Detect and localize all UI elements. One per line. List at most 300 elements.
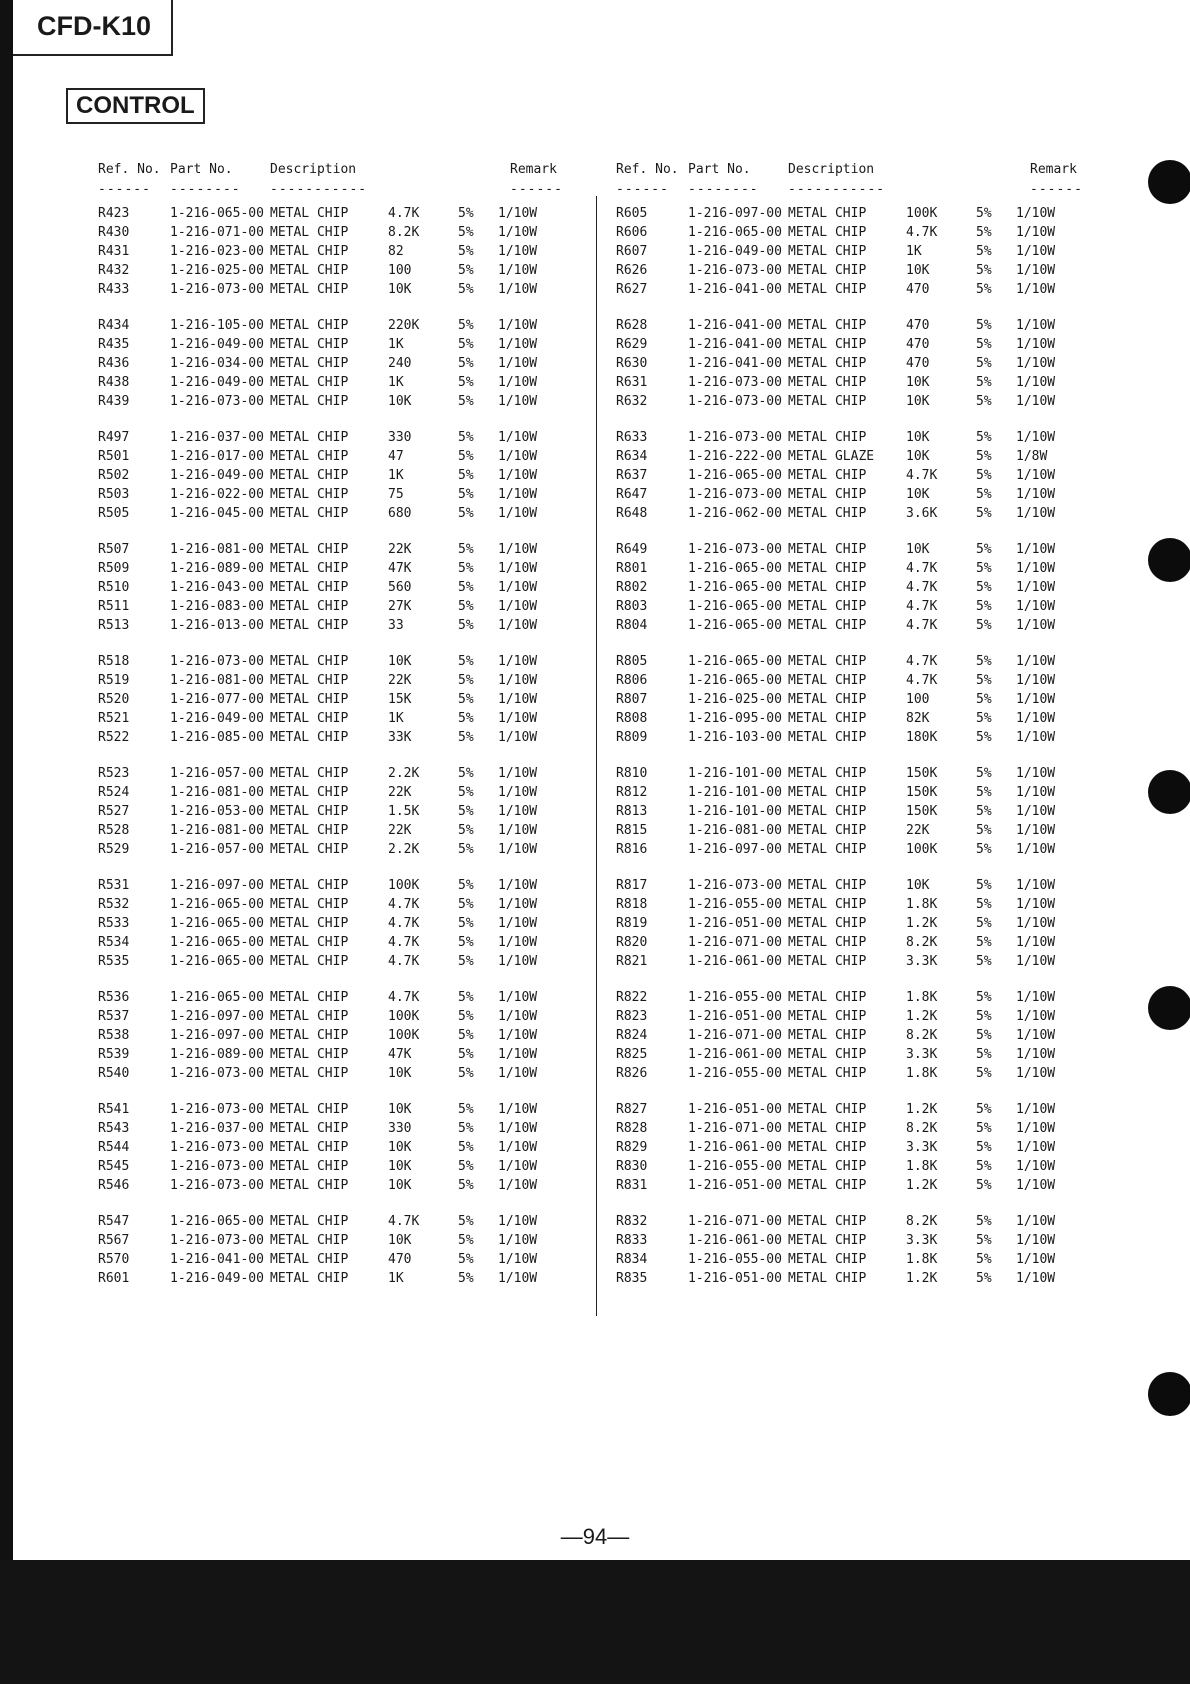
description-cell: METAL CHIP <box>270 673 349 688</box>
description-cell: METAL CHIP <box>270 935 349 950</box>
tolerance-cell: 5% <box>976 487 992 502</box>
value-cell: 100K <box>388 878 420 893</box>
remark-cell: 1/10W <box>498 1047 538 1062</box>
description-cell: METAL CHIP <box>270 1140 349 1155</box>
value-cell: 10K <box>906 263 930 278</box>
remark-cell: 1/10W <box>1016 1271 1056 1286</box>
part-no-cell: 1-216-071-00 <box>688 1028 782 1043</box>
remark-underline: ------ <box>510 182 563 197</box>
remark-cell: 1/10W <box>1016 1121 1056 1136</box>
ref-no-cell: R817 <box>616 878 648 893</box>
ref-no-cell: R513 <box>98 618 130 633</box>
tolerance-cell: 5% <box>458 785 474 800</box>
description-cell: METAL GLAZE <box>788 449 875 464</box>
part-no-cell: 1-216-065-00 <box>170 954 264 969</box>
part-no-cell: 1-216-051-00 <box>688 1102 782 1117</box>
value-cell: 220K <box>388 318 420 333</box>
part-no-cell: 1-216-073-00 <box>170 1233 264 1248</box>
value-cell: 8.2K <box>388 225 420 240</box>
tolerance-cell: 5% <box>976 430 992 445</box>
description-cell: METAL CHIP <box>788 1233 867 1248</box>
description-cell: METAL CHIP <box>270 897 349 912</box>
value-cell: 3.3K <box>906 954 938 969</box>
remark-cell: 1/10W <box>498 897 538 912</box>
part-no-cell: 1-216-073-00 <box>688 394 782 409</box>
ref-no-cell: R521 <box>98 711 130 726</box>
remark-cell: 1/10W <box>498 468 538 483</box>
ref-no-cell: R807 <box>616 692 648 707</box>
value-cell: 10K <box>388 1159 412 1174</box>
description-cell: METAL CHIP <box>788 580 867 595</box>
remark-cell: 1/10W <box>1016 916 1056 931</box>
value-cell: 560 <box>388 580 412 595</box>
description-cell: METAL CHIP <box>270 468 349 483</box>
part-no-cell: 1-216-073-00 <box>688 263 782 278</box>
part-no-cell: 1-216-081-00 <box>688 823 782 838</box>
tolerance-cell: 5% <box>976 318 992 333</box>
part-no-cell: 1-216-065-00 <box>170 206 264 221</box>
tolerance-cell: 5% <box>976 356 992 371</box>
remark-cell: 1/10W <box>1016 692 1056 707</box>
description-cell: METAL CHIP <box>788 1121 867 1136</box>
remark-cell: 1/10W <box>1016 318 1056 333</box>
ref-no-cell: R541 <box>98 1102 130 1117</box>
remark-cell: 1/10W <box>1016 1028 1056 1043</box>
part-no-cell: 1-216-097-00 <box>170 878 264 893</box>
remark-cell: 1/10W <box>1016 430 1056 445</box>
tolerance-cell: 5% <box>458 935 474 950</box>
tolerance-cell: 5% <box>458 244 474 259</box>
ref-no-cell: R531 <box>98 878 130 893</box>
ref-no-cell: R827 <box>616 1102 648 1117</box>
ref-no-cell: R821 <box>616 954 648 969</box>
part-no-cell: 1-216-065-00 <box>688 225 782 240</box>
description-cell: METAL CHIP <box>270 990 349 1005</box>
part-no-cell: 1-216-065-00 <box>170 1214 264 1229</box>
part-no-cell: 1-216-025-00 <box>688 692 782 707</box>
tolerance-cell: 5% <box>976 1066 992 1081</box>
part-no-cell: 1-216-041-00 <box>688 337 782 352</box>
tolerance-cell: 5% <box>458 580 474 595</box>
part-no-cell: 1-216-095-00 <box>688 711 782 726</box>
description-cell: METAL CHIP <box>270 878 349 893</box>
description-underline: ----------- <box>788 182 886 197</box>
description-cell: METAL CHIP <box>788 711 867 726</box>
part-no-cell: 1-216-073-00 <box>688 878 782 893</box>
part-no-cell: 1-216-049-00 <box>170 337 264 352</box>
value-cell: 1K <box>388 375 404 390</box>
value-cell: 10K <box>388 1233 412 1248</box>
ref-no-cell: R805 <box>616 654 648 669</box>
ref-no-cell: R519 <box>98 673 130 688</box>
part-no-cell: 1-216-061-00 <box>688 1233 782 1248</box>
remark-cell: 1/10W <box>498 580 538 595</box>
tolerance-cell: 5% <box>458 1028 474 1043</box>
remark-cell: 1/10W <box>498 225 538 240</box>
ref-no-cell: R539 <box>98 1047 130 1062</box>
tolerance-cell: 5% <box>458 711 474 726</box>
tolerance-cell: 5% <box>458 954 474 969</box>
ref-no-cell: R533 <box>98 916 130 931</box>
description-cell: METAL CHIP <box>270 1121 349 1136</box>
description-cell: METAL CHIP <box>270 1102 349 1117</box>
description-cell: METAL CHIP <box>788 244 867 259</box>
value-cell: 33K <box>388 730 412 745</box>
tolerance-cell: 5% <box>458 897 474 912</box>
tolerance-cell: 5% <box>976 823 992 838</box>
part-no-cell: 1-216-017-00 <box>170 449 264 464</box>
ref-no-cell: R809 <box>616 730 648 745</box>
description-underline: ----------- <box>270 182 368 197</box>
part-no-cell: 1-216-051-00 <box>688 916 782 931</box>
remark-cell: 1/10W <box>498 449 538 464</box>
remark-cell: 1/10W <box>498 206 538 221</box>
remark-cell: 1/10W <box>498 394 538 409</box>
remark-cell: 1/10W <box>1016 730 1056 745</box>
description-cell: METAL CHIP <box>270 692 349 707</box>
description-cell: METAL CHIP <box>270 225 349 240</box>
part-no-cell: 1-216-073-00 <box>170 1066 264 1081</box>
remark-cell: 1/10W <box>498 654 538 669</box>
description-cell: METAL CHIP <box>788 375 867 390</box>
description-cell: METAL CHIP <box>788 1214 867 1229</box>
value-cell: 1K <box>388 711 404 726</box>
remark-cell: 1/10W <box>498 244 538 259</box>
remark-cell: 1/10W <box>1016 618 1056 633</box>
tolerance-cell: 5% <box>458 561 474 576</box>
remark-cell: 1/10W <box>1016 263 1056 278</box>
description-cell: METAL CHIP <box>788 990 867 1005</box>
remark-cell: 1/10W <box>1016 580 1056 595</box>
remark-cell: 1/10W <box>1016 842 1056 857</box>
description-cell: METAL CHIP <box>270 599 349 614</box>
remark-cell: 1/10W <box>1016 1178 1056 1193</box>
value-cell: 82 <box>388 244 404 259</box>
description-cell: METAL CHIP <box>270 561 349 576</box>
description-cell: METAL CHIP <box>270 730 349 745</box>
remark-cell: 1/10W <box>1016 897 1056 912</box>
tolerance-cell: 5% <box>976 244 992 259</box>
ref-no-cell: R505 <box>98 506 130 521</box>
tolerance-cell: 5% <box>976 599 992 614</box>
tolerance-cell: 5% <box>458 804 474 819</box>
part-no-cell: 1-216-071-00 <box>688 1121 782 1136</box>
value-cell: 82K <box>906 711 930 726</box>
tolerance-cell: 5% <box>458 1252 474 1267</box>
ref-no-cell: R627 <box>616 282 648 297</box>
tolerance-cell: 5% <box>458 823 474 838</box>
part-no-cell: 1-216-101-00 <box>688 766 782 781</box>
tolerance-cell: 5% <box>458 1066 474 1081</box>
ref-no-cell: R527 <box>98 804 130 819</box>
description-cell: METAL CHIP <box>270 1009 349 1024</box>
part-no-cell: 1-216-101-00 <box>688 785 782 800</box>
binder-hole-icon <box>1148 160 1190 204</box>
value-cell: 4.7K <box>906 654 938 669</box>
tolerance-cell: 5% <box>458 618 474 633</box>
part-no-cell: 1-216-081-00 <box>170 542 264 557</box>
ref-no-cell: R430 <box>98 225 130 240</box>
value-cell: 10K <box>388 394 412 409</box>
tolerance-cell: 5% <box>976 375 992 390</box>
ref-no-cell: R436 <box>98 356 130 371</box>
ref-no-cell: R801 <box>616 561 648 576</box>
description-cell: METAL CHIP <box>270 244 349 259</box>
tolerance-cell: 5% <box>458 673 474 688</box>
part-no-cell: 1-216-049-00 <box>170 468 264 483</box>
value-cell: 3.6K <box>906 506 938 521</box>
remark-cell: 1/10W <box>1016 1009 1056 1024</box>
description-cell: METAL CHIP <box>270 1066 349 1081</box>
ref-no-cell: R538 <box>98 1028 130 1043</box>
ref-no-cell: R633 <box>616 430 648 445</box>
tolerance-cell: 5% <box>976 468 992 483</box>
part-no-cell: 1-216-081-00 <box>170 785 264 800</box>
tolerance-cell: 5% <box>458 1271 474 1286</box>
value-cell: 1.8K <box>906 1252 938 1267</box>
description-cell: METAL CHIP <box>788 356 867 371</box>
part-no-cell: 1-216-065-00 <box>170 916 264 931</box>
section-title: CONTROL <box>66 88 205 124</box>
ref-no-cell: R831 <box>616 1178 648 1193</box>
tolerance-cell: 5% <box>458 878 474 893</box>
value-cell: 4.7K <box>906 468 938 483</box>
description-cell: METAL CHIP <box>788 561 867 576</box>
tolerance-cell: 5% <box>458 1214 474 1229</box>
part-no-cell: 1-216-049-00 <box>170 375 264 390</box>
description-cell: METAL CHIP <box>270 766 349 781</box>
description-cell: METAL CHIP <box>788 1066 867 1081</box>
part-no-cell: 1-216-081-00 <box>170 823 264 838</box>
value-cell: 4.7K <box>906 599 938 614</box>
description-cell: METAL CHIP <box>788 654 867 669</box>
remark-cell: 1/10W <box>1016 673 1056 688</box>
tolerance-cell: 5% <box>458 730 474 745</box>
description-cell: METAL CHIP <box>270 1214 349 1229</box>
ref-no-cell: R607 <box>616 244 648 259</box>
remark-cell: 1/10W <box>498 990 538 1005</box>
tolerance-cell: 5% <box>458 599 474 614</box>
tolerance-cell: 5% <box>458 654 474 669</box>
ref-no-cell: R567 <box>98 1233 130 1248</box>
value-cell: 1.2K <box>906 1009 938 1024</box>
tolerance-cell: 5% <box>976 1047 992 1062</box>
description-cell: METAL CHIP <box>270 823 349 838</box>
ref-no-cell: R829 <box>616 1140 648 1155</box>
value-cell: 470 <box>906 282 930 297</box>
description-cell: METAL CHIP <box>788 804 867 819</box>
value-cell: 15K <box>388 692 412 707</box>
tolerance-cell: 5% <box>458 1102 474 1117</box>
ref-no-cell: R648 <box>616 506 648 521</box>
value-cell: 100K <box>906 206 938 221</box>
tolerance-cell: 5% <box>976 1102 992 1117</box>
value-cell: 27K <box>388 599 412 614</box>
remark-cell: 1/10W <box>498 356 538 371</box>
value-cell: 10K <box>906 542 930 557</box>
remark-cell: 1/10W <box>498 430 538 445</box>
tolerance-cell: 5% <box>976 282 992 297</box>
tolerance-cell: 5% <box>976 1271 992 1286</box>
description-cell: METAL CHIP <box>270 282 349 297</box>
ref-no-cell: R816 <box>616 842 648 857</box>
ref-no-cell: R510 <box>98 580 130 595</box>
value-cell: 75 <box>388 487 404 502</box>
remark-cell: 1/10W <box>498 506 538 521</box>
value-cell: 4.7K <box>388 916 420 931</box>
ref-no-cell: R647 <box>616 487 648 502</box>
ref-no-cell: R637 <box>616 468 648 483</box>
part-no-cell: 1-216-025-00 <box>170 263 264 278</box>
ref-no-cell: R833 <box>616 1233 648 1248</box>
ref-no-cell: R812 <box>616 785 648 800</box>
description-cell: METAL CHIP <box>270 1252 349 1267</box>
ref-no-cell: R815 <box>616 823 648 838</box>
tolerance-cell: 5% <box>976 654 992 669</box>
tolerance-cell: 5% <box>976 206 992 221</box>
remark-cell: 1/10W <box>1016 337 1056 352</box>
remark-cell: 1/10W <box>498 804 538 819</box>
tolerance-cell: 5% <box>976 711 992 726</box>
tolerance-cell: 5% <box>976 1233 992 1248</box>
part-no-underline: -------- <box>170 182 241 197</box>
remark-cell: 1/10W <box>498 618 538 633</box>
value-cell: 33 <box>388 618 404 633</box>
tolerance-cell: 5% <box>458 356 474 371</box>
value-cell: 10K <box>906 375 930 390</box>
remark-cell: 1/10W <box>1016 561 1056 576</box>
ref-no-cell: R547 <box>98 1214 130 1229</box>
description-cell: METAL CHIP <box>788 1028 867 1043</box>
part-no-cell: 1-216-037-00 <box>170 430 264 445</box>
ref-no-cell: R522 <box>98 730 130 745</box>
remark-cell: 1/10W <box>498 730 538 745</box>
value-cell: 1.8K <box>906 1159 938 1174</box>
remark-cell: 1/10W <box>1016 1047 1056 1062</box>
description-cell: METAL CHIP <box>788 766 867 781</box>
tolerance-cell: 5% <box>458 394 474 409</box>
description-cell: METAL CHIP <box>270 506 349 521</box>
tolerance-cell: 5% <box>976 916 992 931</box>
tolerance-cell: 5% <box>976 449 992 464</box>
part-no-cell: 1-216-073-00 <box>170 1102 264 1117</box>
tolerance-cell: 5% <box>458 1178 474 1193</box>
remark-cell: 1/10W <box>498 599 538 614</box>
value-cell: 1K <box>388 468 404 483</box>
value-cell: 10K <box>388 1066 412 1081</box>
tolerance-cell: 5% <box>458 1121 474 1136</box>
description-cell: METAL CHIP <box>788 1140 867 1155</box>
tolerance-cell: 5% <box>458 375 474 390</box>
ref-no-cell: R810 <box>616 766 648 781</box>
binder-hole-icon <box>1148 1372 1190 1416</box>
ref-no-cell: R834 <box>616 1252 648 1267</box>
remark-cell: 1/10W <box>498 1233 538 1248</box>
part-no-cell: 1-216-022-00 <box>170 487 264 502</box>
ref-no-cell: R835 <box>616 1271 648 1286</box>
value-cell: 1.8K <box>906 1066 938 1081</box>
description-cell: METAL CHIP <box>788 225 867 240</box>
remark-cell: 1/10W <box>498 1271 538 1286</box>
part-no-cell: 1-216-037-00 <box>170 1121 264 1136</box>
tolerance-cell: 5% <box>976 1252 992 1267</box>
part-no-cell: 1-216-055-00 <box>688 1159 782 1174</box>
part-no-underline: -------- <box>688 182 759 197</box>
part-no-cell: 1-216-073-00 <box>170 394 264 409</box>
tolerance-cell: 5% <box>458 990 474 1005</box>
ref-no-cell: R601 <box>98 1271 130 1286</box>
description-cell: METAL CHIP <box>270 711 349 726</box>
part-no-cell: 1-216-041-00 <box>688 282 782 297</box>
ref-no-cell: R540 <box>98 1066 130 1081</box>
tolerance-cell: 5% <box>458 766 474 781</box>
part-no-cell: 1-216-073-00 <box>170 654 264 669</box>
part-no-cell: 1-216-073-00 <box>170 1159 264 1174</box>
ref-no-cell: R537 <box>98 1009 130 1024</box>
ref-no-cell: R570 <box>98 1252 130 1267</box>
ref-no-cell: R544 <box>98 1140 130 1155</box>
description-cell: METAL CHIP <box>788 263 867 278</box>
value-cell: 10K <box>388 1140 412 1155</box>
tolerance-cell: 5% <box>458 487 474 502</box>
part-no-cell: 1-216-089-00 <box>170 1047 264 1062</box>
description-cell: METAL CHIP <box>788 430 867 445</box>
value-cell: 10K <box>388 654 412 669</box>
remark-cell: 1/10W <box>498 1009 538 1024</box>
part-no-cell: 1-216-065-00 <box>688 561 782 576</box>
tolerance-cell: 5% <box>458 430 474 445</box>
part-no-cell: 1-216-055-00 <box>688 1252 782 1267</box>
value-cell: 4.7K <box>906 618 938 633</box>
description-cell: METAL CHIP <box>270 785 349 800</box>
tolerance-cell: 5% <box>976 506 992 521</box>
remark-cell: 1/10W <box>498 916 538 931</box>
ref-no-cell: R497 <box>98 430 130 445</box>
value-cell: 4.7K <box>388 935 420 950</box>
remark-cell: 1/10W <box>498 766 538 781</box>
remark-cell: 1/10W <box>498 1252 538 1267</box>
remark-cell: 1/10W <box>498 842 538 857</box>
value-cell: 47K <box>388 561 412 576</box>
tolerance-cell: 5% <box>458 225 474 240</box>
remark-cell: 1/10W <box>498 673 538 688</box>
description-cell: METAL CHIP <box>270 1233 349 1248</box>
binder-hole-icon <box>1148 986 1190 1030</box>
ref-no-cell: R628 <box>616 318 648 333</box>
part-no-cell: 1-216-085-00 <box>170 730 264 745</box>
part-no-cell: 1-216-105-00 <box>170 318 264 333</box>
part-no-cell: 1-216-103-00 <box>688 730 782 745</box>
ref-no-cell: R507 <box>98 542 130 557</box>
remark-cell: 1/10W <box>1016 1233 1056 1248</box>
ref-no-cell: R536 <box>98 990 130 1005</box>
remark-cell: 1/10W <box>1016 1159 1056 1174</box>
ref-no-cell: R524 <box>98 785 130 800</box>
tolerance-cell: 5% <box>976 935 992 950</box>
tolerance-cell: 5% <box>976 897 992 912</box>
part-no-cell: 1-216-045-00 <box>170 506 264 521</box>
tolerance-cell: 5% <box>976 1121 992 1136</box>
ref-no-cell: R435 <box>98 337 130 352</box>
part-no-cell: 1-216-097-00 <box>170 1009 264 1024</box>
part-no-cell: 1-216-049-00 <box>688 244 782 259</box>
part-no-heading: Part No. <box>170 162 233 177</box>
value-cell: 22K <box>388 823 412 838</box>
ref-no-cell: R828 <box>616 1121 648 1136</box>
value-cell: 330 <box>388 430 412 445</box>
value-cell: 240 <box>388 356 412 371</box>
column-divider <box>596 196 597 1316</box>
